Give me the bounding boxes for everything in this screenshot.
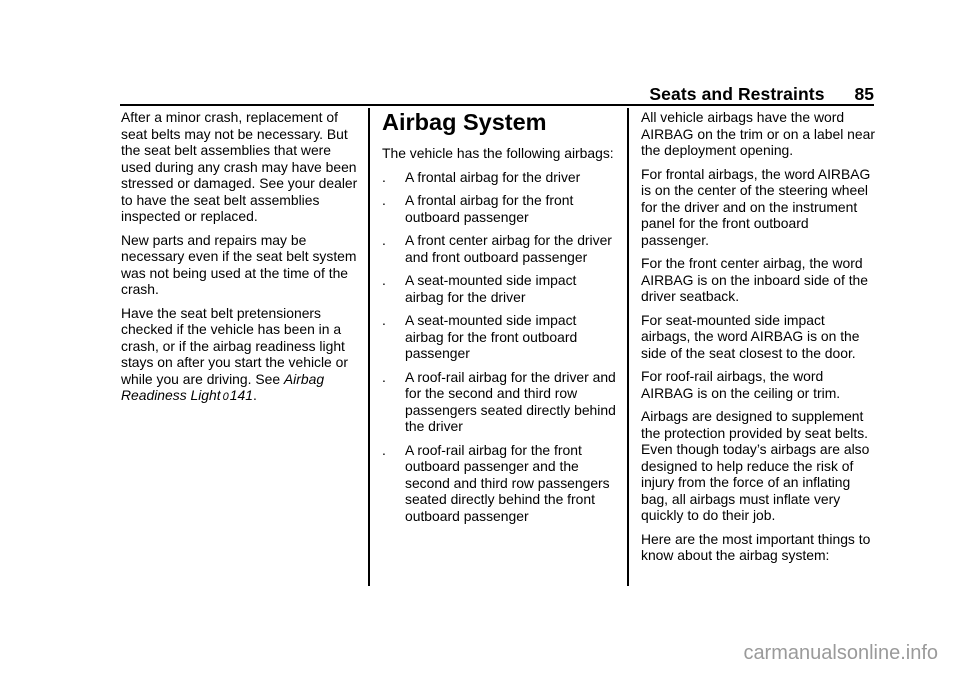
bullet-marker: . xyxy=(382,168,386,185)
list-item xyxy=(382,369,618,435)
paragraph-frontal-airbags: For frontal airbags, the word AIRBAG is on the center of the steering wheel for the driver and on the instrument panel for the front outboard passenger. xyxy=(641,165,871,248)
list-item xyxy=(382,169,618,186)
paragraph-airbag-intro: The vehicle has the following airbags: xyxy=(382,145,614,161)
pretensioners-end: . xyxy=(252,387,257,403)
page-header xyxy=(649,84,874,105)
bullet-marker: . xyxy=(382,272,386,288)
bullet-marker: . xyxy=(382,368,386,385)
column-divider-2 xyxy=(627,108,629,586)
column-divider-1 xyxy=(368,108,370,586)
list-item-text: A roof-rail airbag for the front outboard passenger and the second and third row passengers seated directly behind the front outboard passenger xyxy=(405,441,610,524)
list-item-text: A frontal airbag for the driver xyxy=(405,168,581,185)
column-2 xyxy=(382,109,618,531)
xref-title: Airbag Readiness Light xyxy=(121,370,325,403)
paragraph-important-things: Here are the most important things to know about the airbag system: xyxy=(641,530,871,563)
paragraph-parts-repairs: New parts and repairs may be necessary even if the seat belt system was not being used at the time of the crash. xyxy=(121,231,357,297)
heading-airbag-system: Airbag System xyxy=(382,109,547,135)
watermark: carmanualsonline.info xyxy=(743,642,938,664)
list-item-text: A frontal airbag for the front outboard passenger xyxy=(405,192,574,225)
airbag-list xyxy=(382,169,618,525)
header-rule xyxy=(120,104,874,106)
list-item-text: A seat-mounted side impact airbag for the driver xyxy=(405,272,577,305)
list-item-text: A seat-mounted side impact airbag for the front outboard passenger xyxy=(405,312,578,361)
list-item-text: A front center airbag for the driver and front outboard passenger xyxy=(405,232,612,265)
pretensioners-text: Have the seat belt pretensioners checked if the vehicle has been in a crash, or if the airbag readiness light stays on after you start the vehicle or while you are driving. See xyxy=(121,304,348,387)
paragraph-side-impact-airbags: For seat-mounted side impact airbags, the word AIRBAG is on the side of the seat closest to the door. xyxy=(641,311,860,361)
list-item-text: A roof-rail airbag for the driver and for the second and third row passengers seated directly behind the driver xyxy=(405,368,616,434)
list-item xyxy=(382,192,618,225)
paragraph-roof-rail-airbags: For roof-rail airbags, the word AIRBAG is on the ceiling or trim. xyxy=(641,368,841,401)
bullet-marker: . xyxy=(382,312,386,328)
bullet-marker: . xyxy=(382,232,386,248)
list-item xyxy=(382,312,618,362)
column-3 xyxy=(641,109,877,571)
list-item xyxy=(382,272,618,305)
paragraph-pretensioners xyxy=(121,305,358,406)
paragraph-airbag-design: Airbags are designed to supplement the protection provided by seat belts. Even though today’s airbags are also designed to help reduce the risk of injury from the force of an inflating bag, all airbags must inflate very quickly to do their job. xyxy=(641,408,870,523)
paragraph-seat-belt-replacement: After a minor crash, replacement of seat belts may not be necessary. But the seat belt assemblies that were used during any crash may have been stressed or damaged. See your dealer to have the seat belt assemblies inspected or replaced. xyxy=(121,109,358,224)
bullet-marker: . xyxy=(382,441,386,458)
page-number: 85 xyxy=(854,84,874,104)
list-item xyxy=(382,442,618,525)
bullet-marker: . xyxy=(382,192,386,208)
paragraph-airbag-label: All vehicle airbags have the word AIRBAG on the trim or on a label near the deployment opening. xyxy=(641,109,875,158)
column-1 xyxy=(121,109,358,413)
xref-page: 141 xyxy=(229,387,253,403)
list-item xyxy=(382,232,618,265)
section-title: Seats and Restraints xyxy=(649,84,825,104)
paragraph-front-center-airbag: For the front center airbag, the word AIRBAG is on the inboard side of the driver seatback. xyxy=(641,255,869,304)
page-ref-icon: 0 xyxy=(222,391,229,403)
